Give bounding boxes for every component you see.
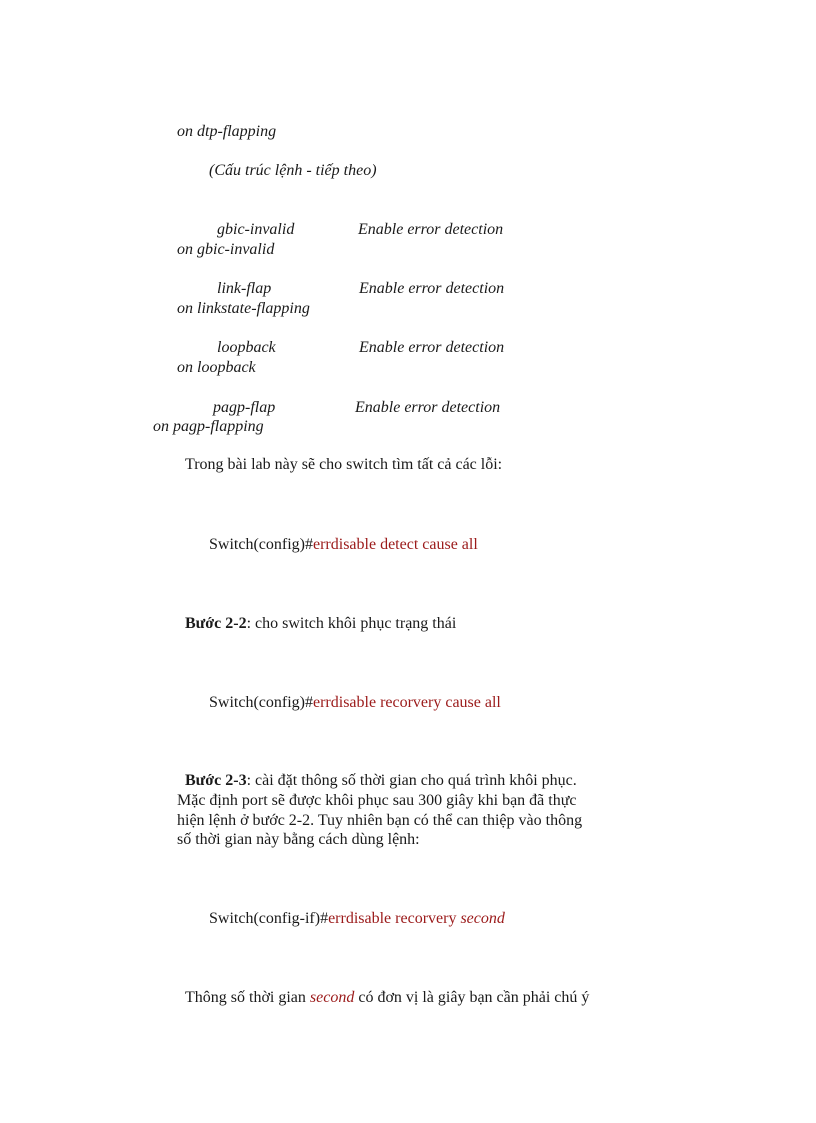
option-description: Enable error detection bbox=[359, 280, 505, 297]
command-argument: second bbox=[460, 910, 505, 927]
command-text: errdisable recorvery bbox=[328, 910, 461, 927]
final-text-after: có đơn vị là giây bạn cần phải chú ý bbox=[354, 989, 590, 1006]
command-line-detect bbox=[209, 535, 478, 555]
command-text: errdisable detect cause all bbox=[312, 536, 478, 553]
final-paragraph bbox=[185, 988, 589, 1008]
command-line-recovery bbox=[209, 693, 501, 713]
step-text: : cài đặt thông số thời gian cho quá trình khôi phục. bbox=[246, 772, 577, 789]
command-line-timer bbox=[209, 909, 505, 929]
step-2-3-line-4: số thời gian này bằng cách dùng lệnh: bbox=[177, 831, 420, 848]
option-keyword: gbic-invalid bbox=[217, 221, 295, 238]
option-description: Enable error detection bbox=[359, 339, 505, 356]
option-description: Enable error detection bbox=[358, 221, 504, 238]
option-keyword: loopback bbox=[217, 339, 276, 356]
final-term: second bbox=[309, 989, 355, 1006]
command-prompt: Switch(config)# bbox=[209, 694, 313, 711]
command-prompt: Switch(config-if)# bbox=[209, 910, 329, 927]
option-continuation: on loopback bbox=[177, 359, 256, 376]
structure-note: (Cấu trúc lệnh - tiếp theo) bbox=[209, 162, 377, 179]
option-continuation-dtp: on dtp-flapping bbox=[177, 123, 277, 140]
step-2-3-line-1 bbox=[185, 771, 577, 791]
option-keyword: link-flap bbox=[217, 280, 272, 297]
option-continuation: on pagp-flapping bbox=[153, 418, 264, 435]
step-2-2-paragraph bbox=[185, 614, 456, 634]
option-keyword: pagp-flap bbox=[213, 399, 276, 416]
step-2-3-line-2: Mặc định port sẽ được khôi phục sau 300 giây khi bạn đã thực bbox=[177, 792, 577, 809]
step-2-3-line-3: hiện lệnh ở bước 2-2. Tuy nhiên bạn có thể can thiệp vào thông bbox=[177, 812, 583, 829]
step-label: Bước 2-2 bbox=[185, 615, 247, 632]
command-text: errdisable recorvery cause all bbox=[312, 694, 501, 711]
option-description: Enable error detection bbox=[355, 399, 501, 416]
final-text-before: Thông số thời gian bbox=[185, 989, 310, 1006]
step-text: : cho switch khôi phục trạng thái bbox=[246, 615, 457, 632]
option-continuation: on linkstate-flapping bbox=[177, 300, 310, 317]
step-label: Bước 2-3 bbox=[185, 772, 247, 789]
option-continuation: on gbic-invalid bbox=[177, 241, 275, 258]
intro-paragraph: Trong bài lab này sẽ cho switch tìm tất cả các lỗi: bbox=[185, 456, 503, 473]
command-prompt: Switch(config)# bbox=[209, 536, 313, 553]
